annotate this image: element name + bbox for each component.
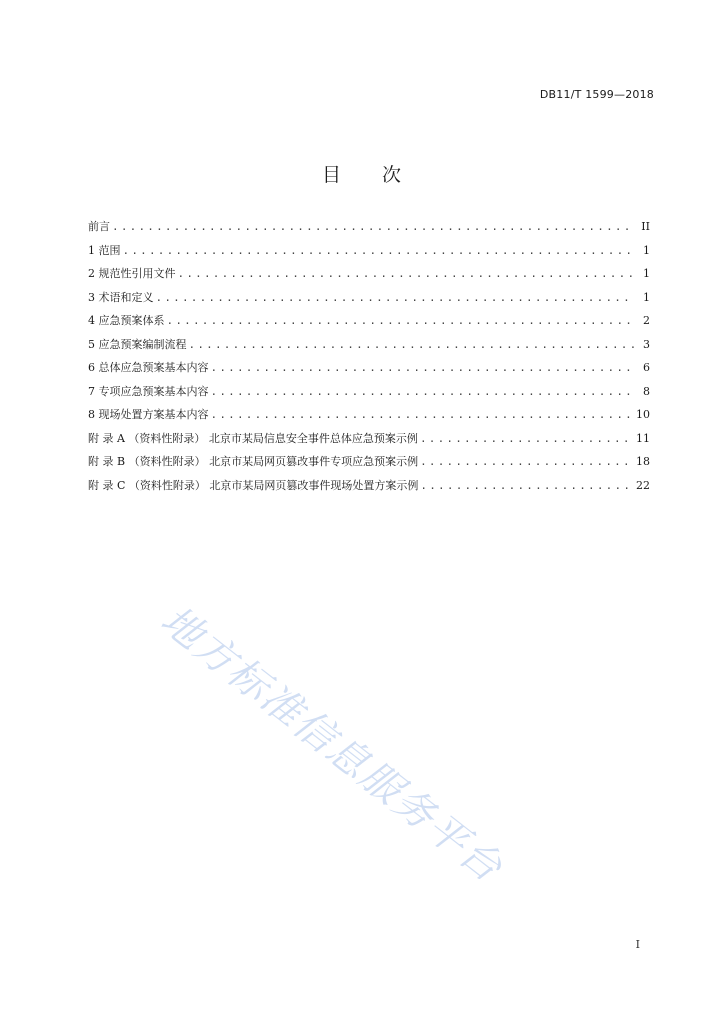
leader-dots	[211, 380, 635, 404]
standard-code: DB11/T 1599—2018	[539, 88, 654, 101]
toc-entry-label: 8 现场处置方案基本内容	[88, 408, 209, 421]
leader-dots	[211, 403, 633, 427]
leader-dots	[420, 474, 632, 498]
leader-dots	[156, 286, 635, 310]
toc-entry-label: 6 总体应急预案基本内容	[88, 361, 209, 374]
toc-entry[interactable]	[88, 356, 650, 380]
toc-entry-page: 1	[643, 290, 650, 304]
leader-dots	[211, 356, 635, 380]
toc-entry-page: 10	[636, 408, 650, 421]
toc-entry-label: 附 录 A （资料性附录） 北京市某局信息安全事件总体应急预案示例	[88, 431, 418, 445]
toc-entry[interactable]	[88, 215, 650, 239]
watermark: 地方标准信息服务平台	[152, 597, 512, 892]
toc-entry[interactable]	[88, 286, 650, 310]
leader-dots	[420, 450, 632, 474]
toc-entry-page: 11	[636, 431, 650, 445]
toc-entry-page: II	[641, 220, 650, 233]
toc-entry[interactable]	[88, 427, 650, 451]
toc-entry[interactable]	[88, 403, 650, 427]
leader-dots	[167, 309, 635, 333]
toc-entry-page: 1	[643, 267, 650, 280]
toc-entry-label: 7 专项应急预案基本内容	[88, 384, 209, 398]
toc-entry-label: 附 录 C （资料性附录） 北京市某局网页篡改事件现场处置方案示例	[88, 478, 419, 492]
toc-entry-label: 4 应急预案体系	[88, 314, 165, 327]
leader-dots	[112, 215, 634, 239]
toc-entry-label: 3 术语和定义	[88, 290, 154, 304]
toc-entry-label: 1 范围	[88, 243, 121, 257]
toc-entry[interactable]	[88, 380, 650, 404]
toc-entry-label: 前言	[88, 220, 110, 233]
toc-entry[interactable]	[88, 450, 650, 474]
toc-entry[interactable]	[88, 239, 650, 263]
toc-entry[interactable]	[88, 309, 650, 333]
toc-entry-label: 5 应急预案编制流程	[88, 337, 187, 351]
table-of-contents	[88, 215, 650, 497]
page-number: I	[635, 938, 640, 951]
toc-entry-page: 3	[643, 337, 650, 351]
toc-entry-label: 2 规范性引用文件	[88, 267, 176, 280]
toc-entry-page: 18	[636, 455, 650, 468]
toc-entry[interactable]	[88, 333, 650, 357]
leader-dots	[178, 262, 635, 286]
leader-dots	[189, 333, 635, 357]
toc-title	[0, 160, 724, 187]
toc-title-char-2: 次	[382, 164, 403, 186]
leader-dots	[420, 427, 632, 451]
toc-entry-page: 1	[643, 243, 650, 257]
toc-entry-page: 8	[643, 384, 650, 398]
toc-entry[interactable]	[88, 474, 650, 498]
toc-entry-page: 6	[643, 361, 650, 374]
toc-entry-label: 附 录 B （资料性附录） 北京市某局网页篡改事件专项应急预案示例	[88, 455, 419, 468]
leader-dots	[123, 239, 635, 263]
toc-entry-page: 22	[636, 478, 650, 492]
toc-title-char-1: 目	[321, 164, 342, 186]
toc-entry-page: 2	[643, 314, 650, 327]
toc-entry[interactable]	[88, 262, 650, 286]
